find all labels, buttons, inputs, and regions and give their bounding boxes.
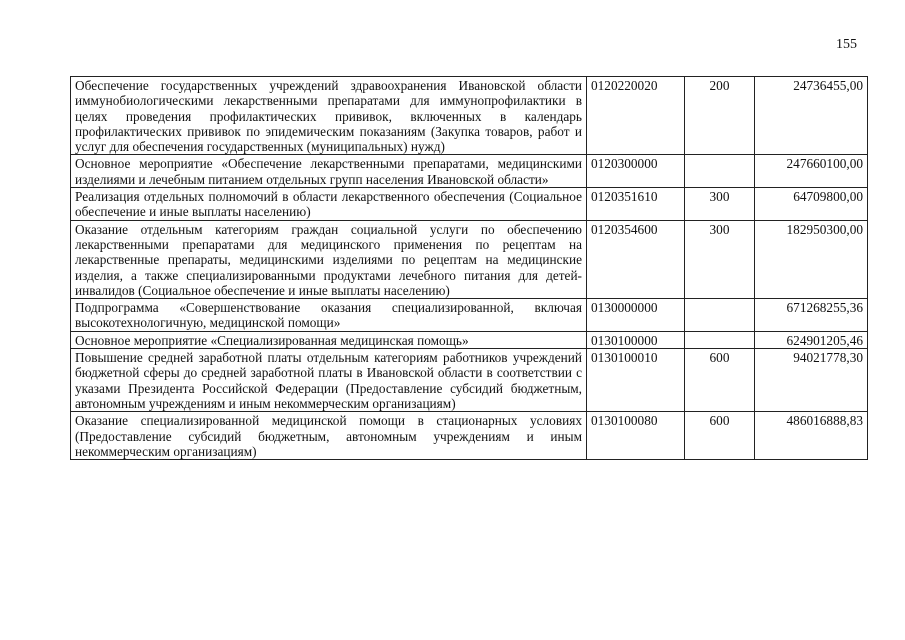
table-row — [71, 77, 868, 155]
row-expense-kind: 300 — [685, 188, 755, 221]
row-amount: 624901205,46 — [755, 331, 868, 348]
table-row — [71, 220, 868, 298]
row-name: Основное мероприятие «Обеспечение лекарственными препаратами, медицинскими изделиями и лечебным питанием отдельных групп населения Ивановской области» — [71, 155, 587, 188]
row-code: 0130000000 — [587, 299, 685, 332]
row-amount: 671268255,36 — [755, 299, 868, 332]
row-name: Оказание отдельным категориям граждан социальной услуги по обеспечению лекарственными препаратами для медицинского применения по рецептам на лекарственные препараты, медицинскими изделиями по рецептам на медицинские изделия, а также специализированными продуктами лечебного питания для детей-инвалидов (Социальное обеспечение и иные выплаты населению) — [71, 220, 587, 298]
row-code: 0120220020 — [587, 77, 685, 155]
table-row — [71, 155, 868, 188]
row-name: Подпрограмма «Совершенствование оказания специализированной, включая высокотехнологичную, медицинской помощи» — [71, 299, 587, 332]
row-name: Реализация отдельных полномочий в области лекарственного обеспечения (Социальное обеспечение и иные выплаты населению) — [71, 188, 587, 221]
row-code: 0120351610 — [587, 188, 685, 221]
row-expense-kind — [685, 331, 755, 348]
table-row — [71, 299, 868, 332]
row-code: 0130100010 — [587, 349, 685, 412]
row-expense-kind: 600 — [685, 349, 755, 412]
row-name: Основное мероприятие «Специализированная медицинская помощь» — [71, 331, 587, 348]
row-name: Обеспечение государственных учреждений здравоохранения Ивановской области иммунобиологическими лекарственными препаратами для иммунопрофилактики в целях проведения профилактических прививок, включенных в календарь профилактических прививок по эпидемическим показаниям (Закупка товаров, работ и услуг для обеспечения государственных (муниципальных) нужд) — [71, 77, 587, 155]
row-name: Оказание специализированной медицинской помощи в стационарных условиях (Предоставление субсидий бюджетным, автономным учреждениям и иным некоммерческим организациям) — [71, 412, 587, 460]
row-expense-kind: 600 — [685, 412, 755, 460]
row-name: Повышение средней заработной платы отдельным категориям работников учреждений бюджетной сферы до средней заработной платы в Ивановской области в соответствии с указами Президента Российской Федерации (Предоставление субсидий бюджетным, автономным учреждениям и иным некоммерческим организациям) — [71, 349, 587, 412]
table-row — [71, 331, 868, 348]
table-row — [71, 188, 868, 221]
page-number: 155 — [836, 37, 857, 52]
table-row — [71, 349, 868, 412]
row-code: 0130100080 — [587, 412, 685, 460]
row-expense-kind — [685, 299, 755, 332]
table-row — [71, 412, 868, 460]
row-amount: 64709800,00 — [755, 188, 868, 221]
row-code: 0120300000 — [587, 155, 685, 188]
row-amount: 247660100,00 — [755, 155, 868, 188]
row-amount: 94021778,30 — [755, 349, 868, 412]
row-amount: 182950300,00 — [755, 220, 868, 298]
row-expense-kind — [685, 155, 755, 188]
row-code: 0120354600 — [587, 220, 685, 298]
row-amount: 486016888,83 — [755, 412, 868, 460]
row-amount: 24736455,00 — [755, 77, 868, 155]
row-code: 0130100000 — [587, 331, 685, 348]
budget-table — [70, 76, 868, 460]
row-expense-kind: 200 — [685, 77, 755, 155]
row-expense-kind: 300 — [685, 220, 755, 298]
